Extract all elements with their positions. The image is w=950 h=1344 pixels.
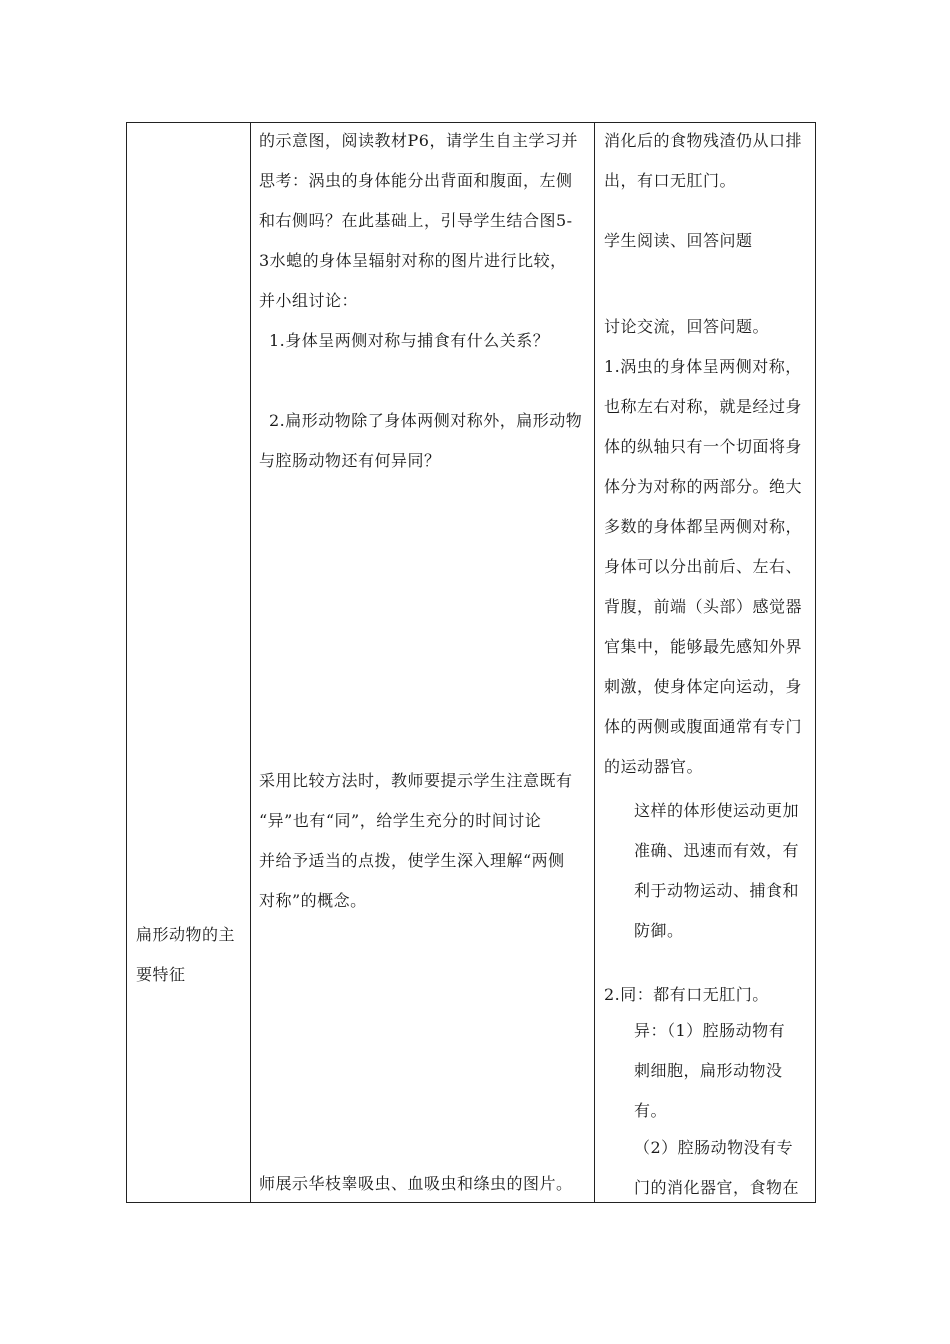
text-line: 刺细胞，扁形动物没 (634, 1061, 783, 1080)
text-line: 对称”的概念。 (259, 891, 367, 910)
text-line: 官集中，能够最先感知外界 (604, 637, 803, 656)
text-line: 消化后的食物残渣仍从口排 (604, 131, 803, 150)
text-line: 异：（1）腔肠动物有 (634, 1021, 786, 1040)
teacher-activity-block (259, 121, 582, 481)
difference-block-2 (634, 1128, 799, 1208)
text-line: 学生阅读、回答问题 (604, 231, 753, 250)
text-line: 也称左右对称，就是经过身 (604, 397, 803, 416)
text-line: 身体可以分出前后、左右、 (604, 557, 803, 576)
question-2-line: 2.扁形动物除了身体两侧对称外，扁形动物 (269, 411, 583, 430)
text-line: 门的消化器官，食物在 (634, 1178, 800, 1197)
text-line: 多数的身体都呈两侧对称， (604, 517, 803, 536)
text-line: 并给予适当的点拨，使学生深入理解“两侧 (259, 851, 565, 870)
column-divider-2 (594, 123, 595, 1202)
text-line: 讨论交流，回答问题。 (604, 317, 770, 336)
student-answer-block (604, 307, 802, 787)
spacer (259, 361, 582, 401)
text-line: 和右侧吗？在此基础上，引导学生结合图5- (259, 211, 573, 230)
text-line: 的运动器官。 (604, 757, 704, 776)
text-line: 体分为对称的两部分。绝大 (604, 477, 803, 496)
text-line: 师展示华枝睾吸虫、血吸虫和绦虫的图片。 (259, 1174, 573, 1193)
text-line: 2.同：都有口无肛门。 (604, 985, 769, 1004)
column-divider-1 (250, 123, 251, 1202)
text-line: 思考：涡虫的身体能分出背面和腹面，左侧 (259, 171, 573, 190)
text-line: 背腹，前端（头部）感觉器 (604, 597, 803, 616)
text-line: 体的两侧或腹面通常有专门 (604, 717, 803, 736)
student-activity-block (604, 121, 802, 201)
text-line: “异”也有“同”，给学生充分的时间讨论 (259, 811, 542, 830)
text-line: 利于动物运动、捕食和 (634, 881, 800, 900)
topic-line: 要特征 (136, 965, 186, 984)
difference-block (634, 1011, 785, 1131)
text-line: 刺激，使身体定向运动，身 (604, 677, 803, 696)
teacher-show-line (259, 1164, 573, 1204)
text-line: 有。 (634, 1101, 668, 1120)
text-line: 1.涡虫的身体呈两侧对称， (604, 357, 802, 376)
text-line: 出，有口无肛门。 (604, 171, 737, 190)
question-1: 1.身体呈两侧对称与捕食有什么关系？ (269, 331, 550, 350)
text-line: 体的纵轴只有一个切面将身 (604, 437, 803, 456)
text-line: 这样的体形使运动更加 (634, 801, 800, 820)
text-line: 准确、迅速而有效，有 (634, 841, 800, 860)
text-line: 3水螅的身体呈辐射对称的图片进行比较， (259, 251, 567, 270)
student-answer-block-2 (634, 791, 799, 951)
topic-line: 扁形动物的主 (136, 925, 236, 944)
student-read-line (604, 221, 753, 261)
text-line: 防御。 (634, 921, 684, 940)
teacher-guidance-block (259, 761, 573, 921)
text-line: 并小组讨论： (259, 291, 359, 310)
topic-cell (136, 915, 235, 995)
similarity-line (604, 975, 769, 1015)
text-line: 的示意图，阅读教材P6，请学生自主学习并 (259, 131, 578, 150)
text-line: 采用比较方法时，教师要提示学生注意既有 (259, 771, 573, 790)
question-2-line: 与腔肠动物还有何异同？ (259, 451, 441, 470)
text-line: （2）腔肠动物没有专 (634, 1138, 794, 1157)
